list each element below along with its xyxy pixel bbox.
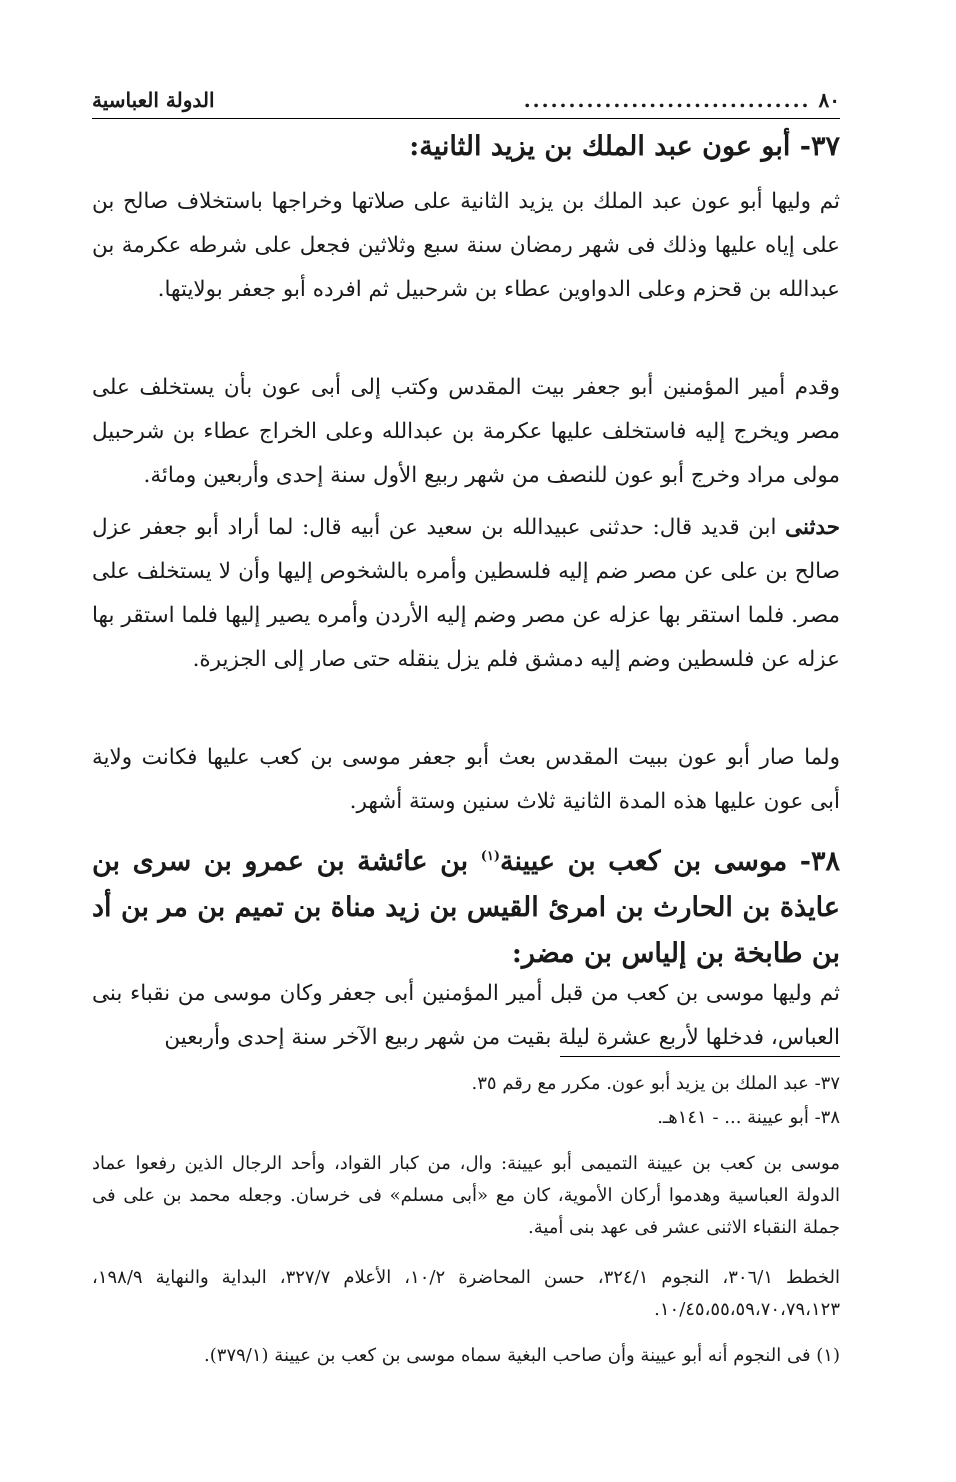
footnote-38: ٣٨- أبو عيينة ... - ١٤١هـ. — [657, 1107, 840, 1128]
running-title: الدولة العباسية — [92, 88, 215, 112]
paragraph-body: ابن قديد قال: حدثنى عبيدالله بن سعيد عن أبيه قال: لما أراد أبو جعفر عزل صالح بن على عن مصر ضم إليه فلسطين وأمره بالشخوص إليها وأن لا يستخلف على مصر. فلما استقر بها عزله عن مصر وضم إليه الأردن وأمره يصير إليها فلما استقر بها عزله عن فلسطين وضم إليه دمشق فلم يزل ينقله حتى صار إلى الجزيرة. — [92, 515, 840, 672]
section-37-paragraph-2: وقدم أمير المؤمنين أبو جعفر بيت المقدس وكتب إلى أبى عون بأن يستخلف على مصر ويخرج إليه فاستخلف عليها عكرمة بن عبدالله وعلى الخراج عطاء بن شرحبيل مولى مراد وخرج أبو عون للنصف من شهر ربيع الأول سنة إحدى وأربعين ومائة. — [92, 375, 840, 488]
footnote-sources: الخطط ٣٠٦/١، النجوم ٣٢٤/١، حسن المحاضرة ١٠/٢، الأعلام ٣٢٧/٧، البداية والنهاية ١٩٨/٩، ١٠/٤٥،٥٥،٥٩،٧٠،٧٩،١٢٣. — [92, 1267, 840, 1320]
footnote-separator — [560, 1056, 840, 1057]
page-header — [92, 88, 840, 119]
section-37-paragraph-3 — [92, 506, 840, 682]
paragraph-lead-word: حدثنى — [785, 515, 840, 540]
footnote-marker: (١) — [480, 849, 501, 864]
section-38-paragraph-1: ثم وليها موسى بن كعب من قبل أمير المؤمنين أبى جعفر وكان موسى من نقباء بنى العباس، فدخلها لأربع عشرة ليلة بقيت من شهر ربيع الآخر سنة إحدى وأربعين — [92, 981, 840, 1050]
page-number: ٨٠ — [818, 88, 840, 112]
footnote-bio: موسى بن كعب بن عيينة التميمى أبو عيينة: وال، من كبار القواد، وأحد الرجال الذين رفعوا عماد الدولة العباسية وهدموا أركان الأموية، كان مع «أبى مسلم» فى خرسان. وجعله محمد بن على فى جملة النقباء الاثنى عشر فى عهد بنى أمية. — [92, 1153, 840, 1238]
section-38-heading — [92, 834, 840, 977]
section-37-paragraph-4: ولما صار أبو عون ببيت المقدس بعث أبو جعفر موسى بن كعب عليها فكانت ولاية أبى عون عليها هذه المدة الثانية ثلاث سنين وستة أشهر. — [92, 745, 840, 814]
section-37-heading: ٣٧- أبو عون عبد الملك بن يزيد الثانية: — [409, 131, 840, 162]
header-dots: ................................ — [523, 88, 811, 112]
footnote-1: (١) فى النجوم أنه أبو عيينة وأن صاحب البغية سماه موسى بن كعب بن عيينة (٣٧٩/١). — [204, 1345, 840, 1366]
footnote-37: ٣٧- عبد الملك بن يزيد أبو عون. مكرر مع رقم ٣٥. — [471, 1073, 840, 1094]
heading-part-a: ٣٨- موسى بن كعب بن عيينة — [500, 846, 840, 877]
section-37-paragraph-1: ثم وليها أبو عون عبد الملك بن يزيد الثانية على صلاتها وخراجها باستخلاف صالح بن على إياه عليها وذلك فى شهر رمضان سنة سبع وثلاثين فجعل على شرطه عكرمة بن عبدالله بن قحزم وعلى الدواوين عطاء بن شرحبيل ثم افرده أبو جعفر بولايتها. — [92, 189, 840, 302]
heading-part-b: بن عائشة بن عمرو بن سرى بن عايذة بن الحارث بن امرئ القيس بن زيد مناة بن تميم بن مر بن أد بن طابخة بن إلياس بن مضر: — [92, 846, 840, 969]
